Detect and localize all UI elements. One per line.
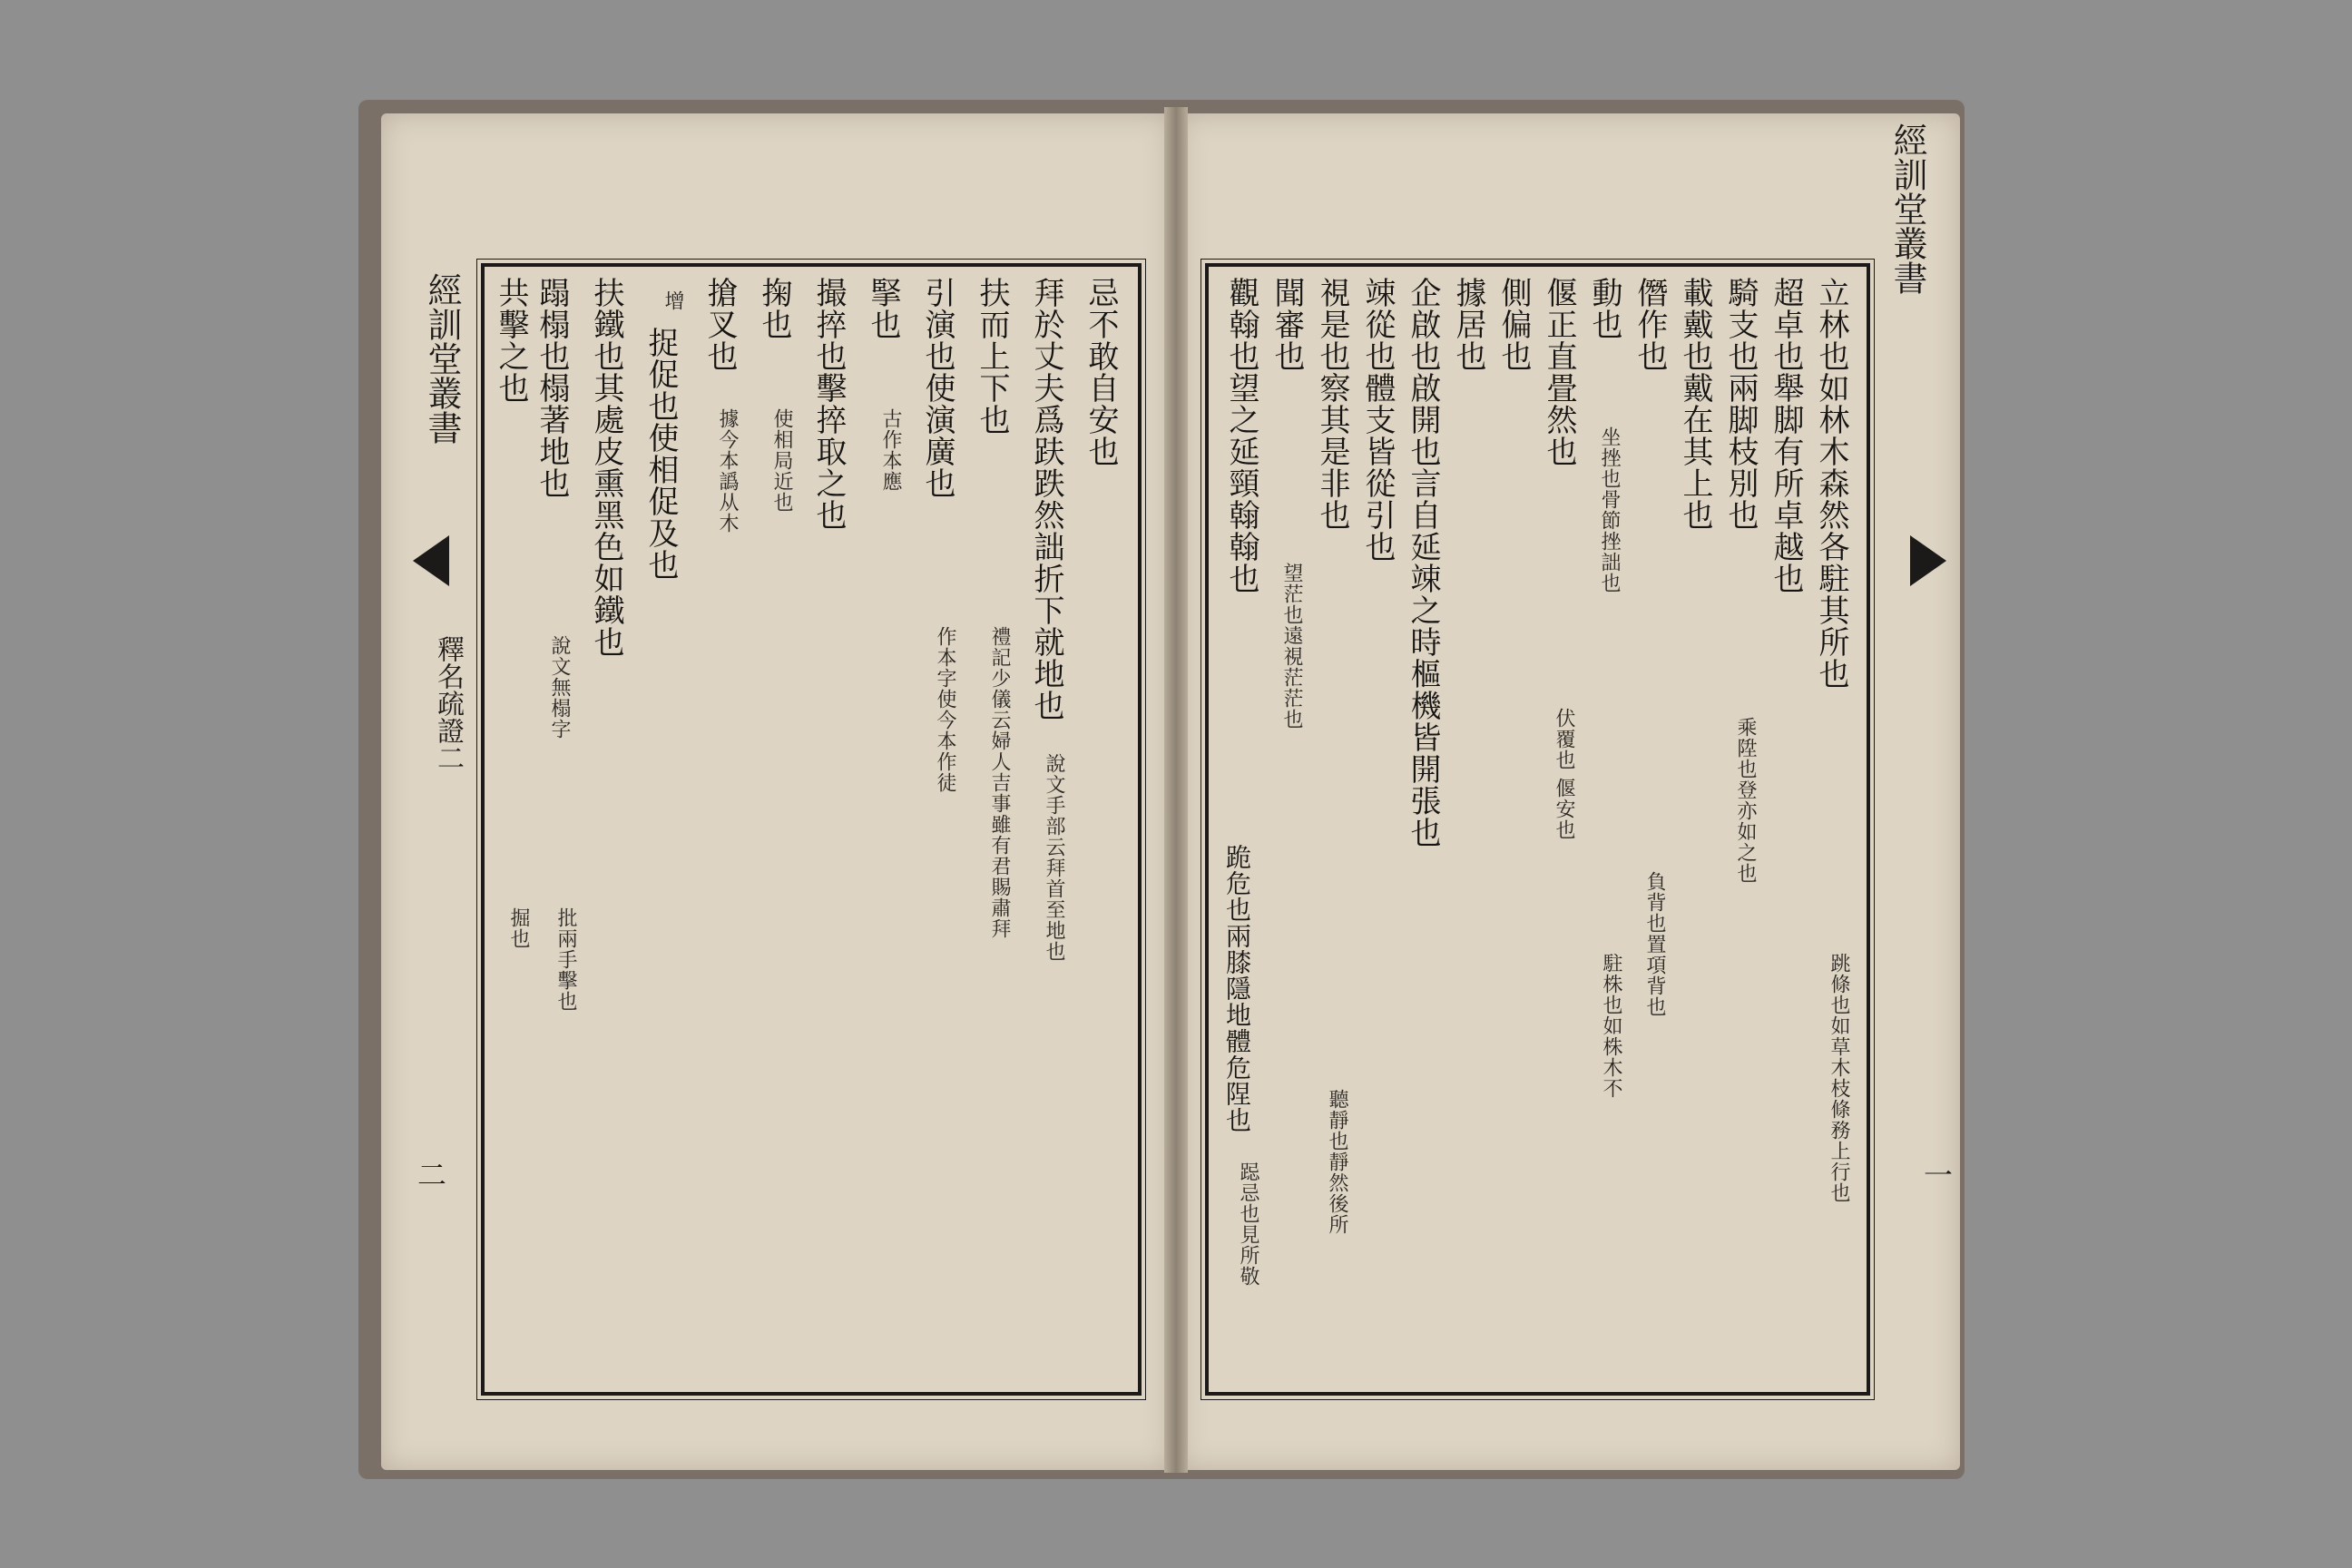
text-column: 企啟也啟開也言自延竦之時樞機皆開張也 — [1405, 277, 1441, 848]
left-margin-title: 經訓堂叢書 — [422, 272, 462, 445]
text-column: 超卓也舉脚有所卓越也 — [1768, 277, 1804, 594]
annotation-column: 伏覆也 偃安也 — [1553, 708, 1575, 840]
text-column: 僭作也 — [1632, 277, 1668, 372]
text-column: 掬也 — [756, 277, 792, 340]
annotation-column: 作本字使今本作徒 — [934, 626, 956, 793]
annotation-column: 使相局近也 — [770, 408, 793, 513]
annotation-column: 據今本譌从木 — [716, 408, 739, 534]
text-column: 立林也如林木森然各駐其所也 — [1813, 277, 1849, 690]
text-column: 跪危也兩膝隱地體危陧也 — [1222, 844, 1252, 1133]
text-column: 引演也使演廣也 — [919, 277, 956, 499]
left-margin-subtitle: 釋名疏證二 — [432, 635, 464, 771]
text-column: 騎支也兩脚枝別也 — [1722, 277, 1759, 531]
annotation-column: 跽忌也見所敬 — [1237, 1161, 1259, 1287]
text-column: 拜於丈夫爲趺跌然詘折下就地也 — [1028, 277, 1064, 721]
annotation-column: 乘陞也登亦如之也 — [1734, 717, 1757, 884]
annotation-column: 古作本應 — [879, 408, 902, 492]
text-column: 視是也察其是非也 — [1314, 277, 1350, 531]
annotation-column: 坐挫也骨節挫詘也 — [1598, 426, 1621, 593]
text-column: 掔也 — [865, 277, 901, 340]
text-column: 聞審也 — [1269, 277, 1305, 372]
text-column: 撮捽也擊捽取之也 — [810, 277, 847, 531]
text-column: 側偏也 — [1495, 277, 1532, 372]
text-column: 扶而上下也 — [974, 277, 1010, 436]
fish-tail-ornament-left — [413, 535, 449, 586]
text-column: 觀翰也望之延頸翰翰也 — [1223, 277, 1259, 594]
text-column: 據居也 — [1450, 277, 1486, 372]
text-column: 蹋榻也榻著地也 — [534, 277, 570, 499]
text-column: 搶叉也 — [701, 277, 738, 372]
fish-tail-ornament-right — [1910, 535, 1946, 586]
annotation-column: 掘也 — [507, 907, 530, 949]
text-column: 共擊之也 — [493, 277, 529, 404]
annotation-column: 聽靜也靜然後所 — [1326, 1089, 1348, 1235]
text-column: 竦從也體支皆從引也 — [1359, 277, 1396, 563]
text-column: 動也 — [1586, 277, 1622, 340]
annotation-column: 負背也置項背也 — [1643, 871, 1666, 1017]
left-folio: 二 — [417, 1158, 447, 1192]
annotation-column: 說文無榻字 — [548, 635, 571, 740]
text-column: 偃正直畳然也 — [1541, 277, 1577, 467]
annotation-column: 增 — [662, 290, 684, 311]
annotation-column: 望茫也遠視茫茫也 — [1280, 563, 1303, 730]
annotation-column: 駐株也如株木不 — [1600, 953, 1622, 1099]
annotation-column: 說文手部云拜首至地也 — [1043, 753, 1065, 962]
right-folio: 一 — [1924, 1158, 1954, 1192]
annotation-column: 禮記少儀云婦人吉事雖有君賜肅拜 — [988, 626, 1011, 939]
text-column: 扶鐵也其處皮熏黑色如鐵也 — [588, 277, 624, 658]
text-column: 載戴也戴在其上也 — [1677, 277, 1713, 531]
annotation-column: 跳條也如草木枝條務上行也 — [1828, 953, 1850, 1203]
right-margin-title: 經訓堂叢書 — [1887, 122, 1927, 295]
book-gutter — [1164, 107, 1188, 1473]
text-column: 捉促也使相促及也 — [642, 327, 679, 581]
annotation-column: 批兩手擊也 — [554, 907, 577, 1012]
text-column: 忌不敢自安也 — [1083, 277, 1119, 467]
